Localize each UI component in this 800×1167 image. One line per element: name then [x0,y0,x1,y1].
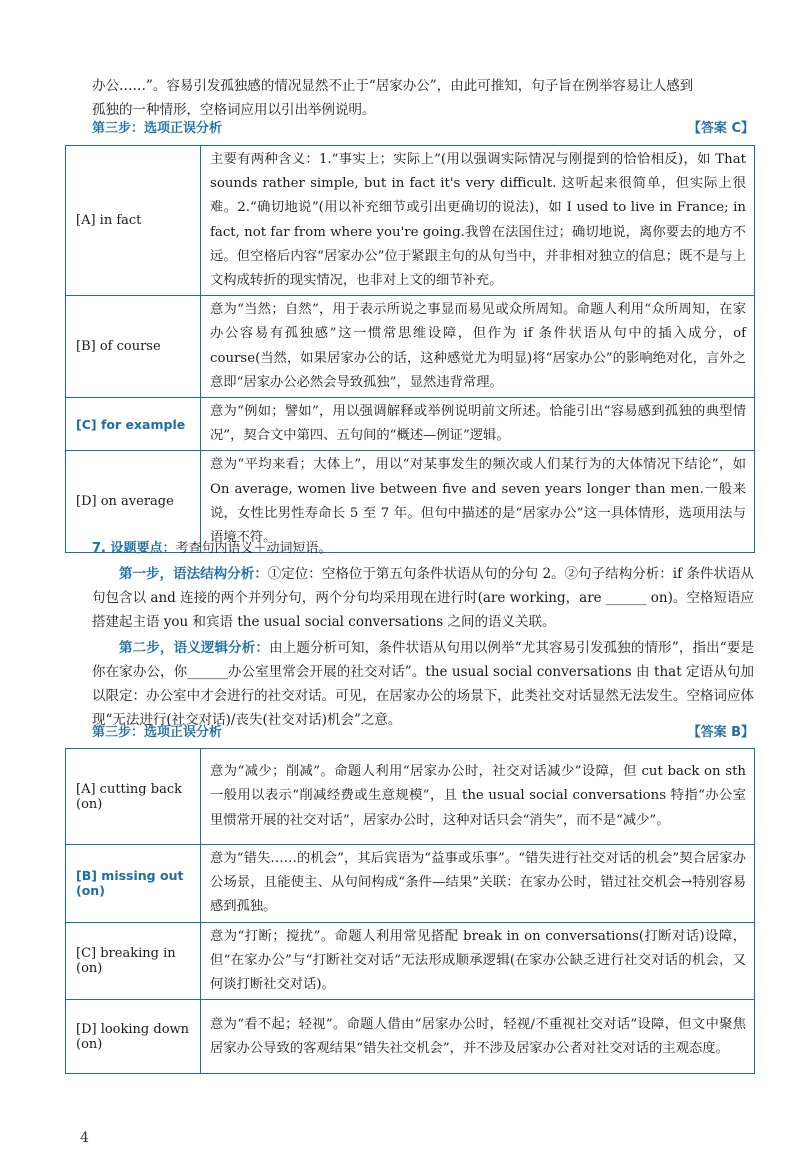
q7-step2-paragraph [92,636,754,732]
q6-option-a-explanation: 主要有两种含义：1.“事实上；实际上”(用以强调实际情况与刚提到的恰恰相反)，如 That sounds rather simple, but in fact it's very difficult. 这听起来很简单，但实际上很难。2.“确切地说”(用以补充细节或引出更确切的说法)，如 I used to live in France; in fact, not far from where you're going.我曾在法国住过；确切地说，离你要去的地方不远。但空格后内容“居家办公”位于紧跟主句的从句当中，并非相对独立的信息；既不是与上文构成转折的现实情况，也非对上文的细节补充。 [201,146,755,296]
q7-option-b-explanation: 意为“错失……的机会”，其后宾语为“益事或乐事”。“错失进行社交对话的机会”契合居家办公场景，且能使主、从句间构成“条件—结果”关联：在家办公时，错过社交机会→特别容易感到孤独。 [201,845,755,923]
q7-number: 7. [92,541,111,556]
q6-option-b-explanation: 意为“当然；自然”，用于表示所说之事显而易见或众所周知。命题人利用“众所周知，在家办公容易有孤独感”这一惯常思维设障，但作为 if 条件状语从句中的插入成分，of course(当然，如果居家办公的话，这种感觉尤为明显)将“居家办公”的影响绝对化，言外之意即“居家办公必然会导致孤独”，显然违背常理。 [201,296,755,398]
q7-option-c-label: [C] breaking in (on) [66,922,201,1000]
q7-step2-label: 第二步，语义逻辑分析： [119,640,270,656]
intro-paragraph [92,74,754,122]
q6-option-b-label: [B] of course [66,296,201,398]
q7-key-label: 设题要点： [110,541,176,556]
q7-step1-text: ①定位：空格位于第五句条件状语从句的分句 2。②句子结构分析：if 条件状语从句包含以 and 连接的两个并列分句，两个分句均采用现在进行时(are working，are ______ on)。空格短语应搭建起主语 you 和宾语 the usual social conversations 之间的语义关联。 [92,566,754,630]
q7-option-d-label: [D] looking down (on) [66,1000,201,1074]
q7-step1-label: 第一步，语法结构分析： [119,566,268,582]
q7-options-table [65,748,755,1074]
q7-key-text: 考查句内语义＋动词短语。 [175,541,332,556]
q7-step3-row [92,722,754,744]
q6-option-a-label: [A] in fact [66,146,201,296]
intro-line-2: 孤独的一种情形，空格词应用以引出举例说明。 [92,102,376,118]
q7-option-c-explanation: 意为“打断；搅扰”。命题人利用常见搭配 break in on conversations(打断对话)设障，但“在家办公”与“打断社交对话”无法形成顺承逻辑(在家办公缺乏进行社交对话的机会，又何谈打断社交对话)。 [201,922,755,1000]
q6-option-row-a [66,146,755,296]
q7-option-row-b [66,845,755,923]
q6-option-d-label: [D] on average [66,451,201,553]
q6-step3-title: 第三步：选项正误分析 [92,121,223,136]
q7-step3-title: 第三步：选项正误分析 [92,725,223,740]
q6-option-d-explanation: 意为“平均来看；大体上”，用以“对某事发生的频次或人们某行为的大体情况下结论”，如 On average, women live between five and seven years longer than men.一般来说，女性比男性寿命长 5 至 7 年。但句中描述的是“居家办公”这一具体情形，选项用法与语境不符。 [201,451,755,553]
q6-step3-row [92,118,754,140]
q7-option-a-label: [A] cutting back (on) [66,749,201,845]
q7-option-row-d [66,1000,755,1074]
q7-option-a-explanation: 意为“减少；削减”。命题人利用“居家办公时，社交对话减少”设障，但 cut back on sth 一般用以表示“削减经费或生意规模”，且 the usual social conversations 特指“办公室里惯常开展的社交对话”，居家办公时，这种对话只会“消失”，而不是“减少”。 [201,749,755,845]
page-number: 4 [80,1130,89,1146]
q6-option-row-c [66,398,755,451]
intro-line-1: 办公……”。容易引发孤独感的情况显然不止于“居家办公”，由此可推知，句子旨在例举容易让人感到 [92,78,694,94]
q6-options-table [65,145,755,553]
q7-heading [92,538,332,560]
q6-option-c-label: [C] for example [66,398,201,451]
q7-option-d-explanation: 意为“看不起；轻视”。命题人借由“居家办公时，轻视/不重视社交对话”设障，但文中聚焦居家办公导致的客观结果“错失社交机会”，并不涉及居家办公者对社交对话的主观态度。 [201,1000,755,1074]
q7-option-row-c [66,922,755,1000]
q6-option-c-explanation: 意为“例如；譬如”，用以强调解释或举例说明前文所述。恰能引出“容易感到孤独的典型情况”，契合文中第四、五句间的“概述—例证”逻辑。 [201,398,755,451]
q7-step1-paragraph [92,562,754,634]
q7-step2-text: 由上题分析可知，条件状语从句用以例举“尤其容易引发孤独的情形”，指出“要是你在家办公，你______办公室里常会开展的社交对话”。the usual social conversations 由 that 定语从句加以限定：办公室中才会进行的社交对话。可见，在居家办公的场景下，此类社交对话显然无法发生。空格词应体现“无法进行(社交对话)/丧失(社交对话)机会”之意。 [92,640,754,728]
q7-option-row-a [66,749,755,845]
q7-option-b-label: [B] missing out (on) [66,845,201,923]
q7-answer: 【答案 B】 [687,725,754,740]
q6-answer: 【答案 C】 [687,121,754,136]
q6-option-row-b [66,296,755,398]
